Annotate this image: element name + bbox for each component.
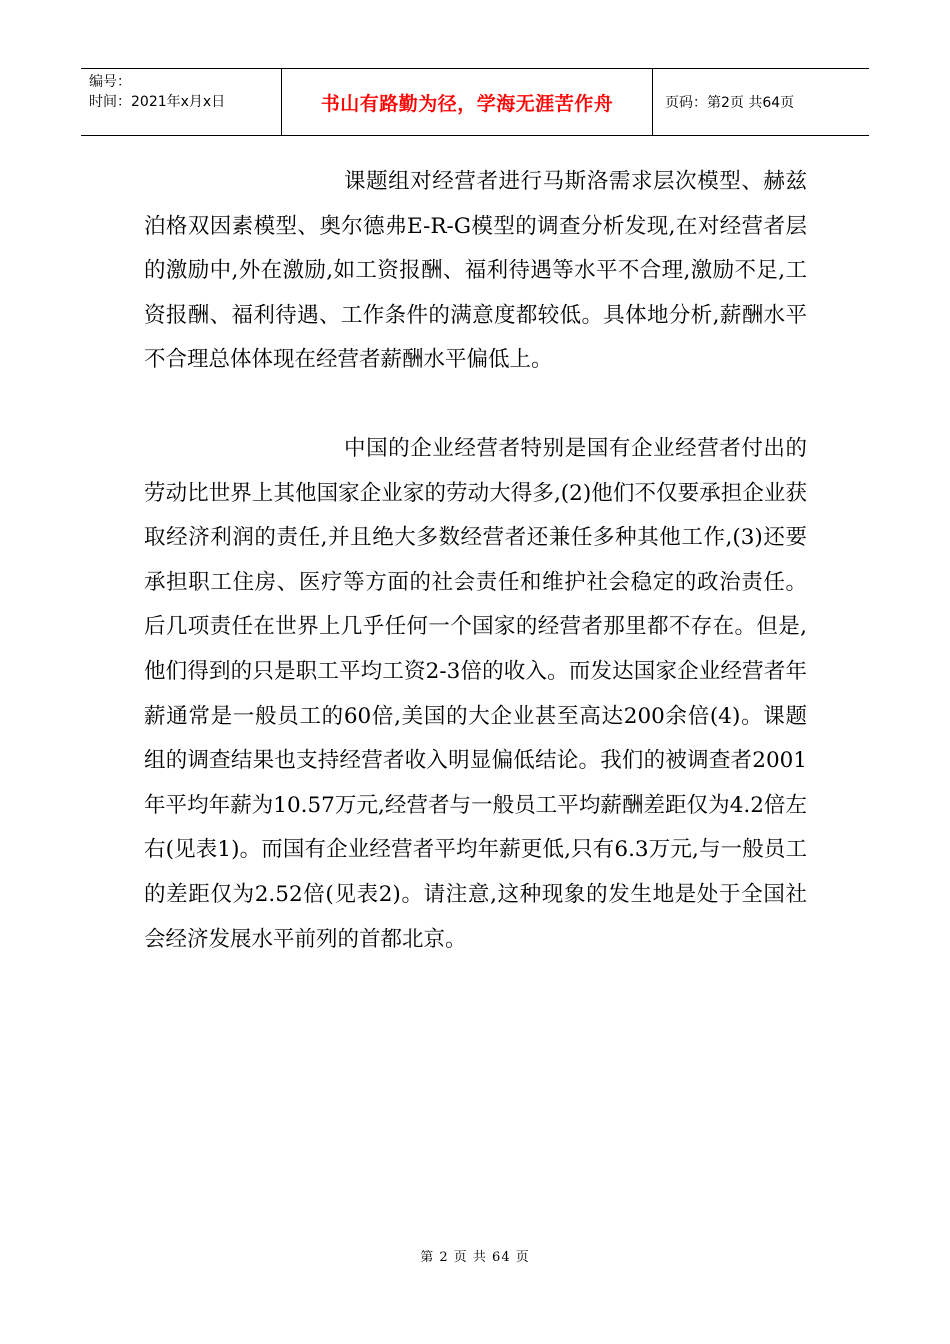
header-page-code: 页码：第2页 共64页 xyxy=(665,95,795,111)
header-time-label: 时间：2021年x月x日 xyxy=(89,94,226,110)
header-motto: 书山有路勤为径，学海无涯苦作舟 xyxy=(282,69,653,135)
header-number-label: 编号： xyxy=(89,74,131,90)
page-footer: 第 2 页 共 64 页 xyxy=(420,1250,530,1265)
document-header xyxy=(81,68,869,136)
header-meta xyxy=(81,69,282,135)
document-body xyxy=(144,160,807,962)
paragraph-1: 课题组对经营者进行马斯洛需求层次模型、赫兹泊格双因素模型、奥尔德弗E-R-G模型的调查分析发现,在对经营者层的激励中,外在激励,如工资报酬、福利待遇等水平不合理,激励不足,工资报酬、福利待遇、工作条件的满意度都较低。具体地分析,薪酬水平不合理总体体现在经营者薪酬水平偏低上。 xyxy=(144,169,807,373)
paragraph-2: 中国的企业经营者特别是国有企业经营者付出的劳动比世界上其他国家企业家的劳动大得多,(2)他们不仅要承担企业获取经济利润的责任,并且绝大多数经营者还兼任多种其他工作,(3)还要承担职工住房、医疗等方面的社会责任和维护社会稳定的政治责任。后几项责任在世界上几乎任何一个国家的经营者那里都不存在。但是,他们得到的只是职工平均工资2-3倍的收入。而发达国家企业经营者年薪通常是一般员工的60倍,美国的大企业甚至高达200余倍(4)。课题组的调查结果也支持经营者收入明显偏低结论。我们的被调查者2001年平均年薪为10.57万元,经营者与一般员工平均薪酬差距仅为4.2倍左右(见表1)。而国有企业经营者平均年薪更低,只有6.3万元,与一般员工的差距仅为2.52倍(见表2)。请注意,这种现象的发生地是处于全国社会经济发展水平前列的首都北京。 xyxy=(144,435,807,952)
